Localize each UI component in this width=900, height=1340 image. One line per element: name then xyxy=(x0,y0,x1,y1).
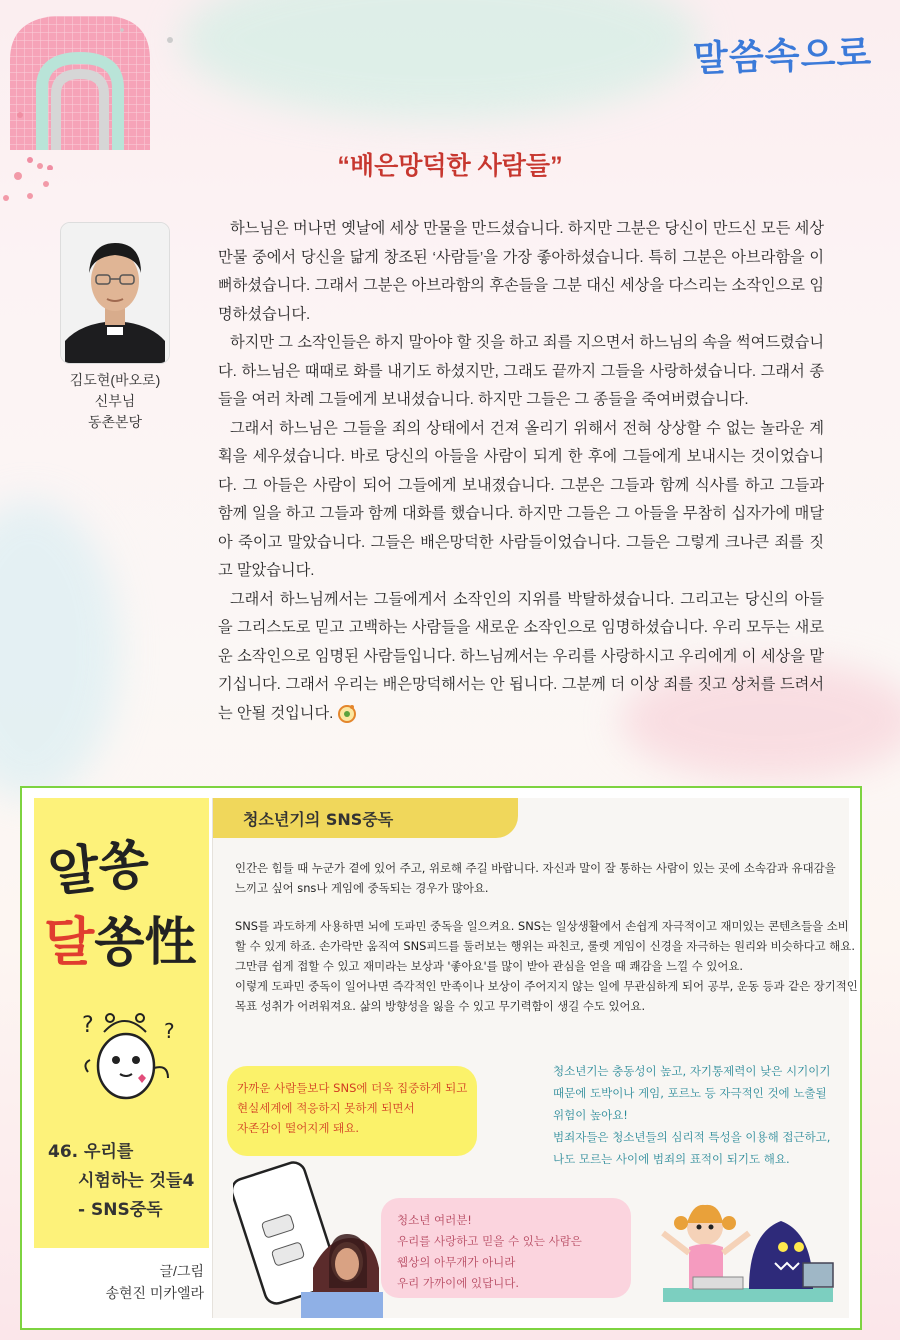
rainbow-arch-decoration xyxy=(0,0,190,170)
bubble-text-line: 우리 가까이에 있답니다. xyxy=(397,1276,520,1290)
comic-header-banner xyxy=(213,798,518,838)
comic-credit xyxy=(34,1260,204,1304)
speech-bubble-pink xyxy=(381,1198,631,1298)
series-title xyxy=(48,1138,208,1225)
comic-main-area xyxy=(212,798,858,1318)
article-paragraph: 그래서 하느님은 그들을 죄의 상태에서 건져 올리기 위해서 전혀 상상할 수 없는 놀라운 계획을 세우셨습니다. 바로 당신의 아들을 사람이 되게 한 후에 그들에게 보내시는 것이었습니다. 그 아들은 사람이 되어 그들에게 보내졌습니다. 그분은 그들과 함께 식사를 하고 그들과 함께 일을 하고 그들과 함께 대화를 했습니다. 하지만 그들은 그 아들을 무참히 십자가에 매달아 죽이고 말았습니다. 그들은 배은망덕한 사람들이었습니다. 그들은 그렇게 크나큰 죄를 짓고 말았습니다. xyxy=(218,419,824,579)
comic-logo-line1: 알쏭 xyxy=(45,833,152,905)
article-paragraph: 하지만 그 소작인들은 하지 말아야 할 짓을 하고 죄를 지으면서 하느님의 속을 썩여드렸습니다. 하느님은 때때로 화를 내기도 하셨지만, 그래도 끝까지 그들을 사랑하셨습니다. 그래서 종들을 여러 차례 그들에게 보내셨습니다. 하지만 그들은 그 종들을 죽여버렸습니다. xyxy=(218,334,824,408)
bubble-text-line: 웹상의 아무개가 아니라 xyxy=(397,1255,516,1269)
comic-text-line: 할 수 있게 하죠. 손가락만 움직여 SNS피드를 둘러보는 행위는 파친코, 룰렛 게임이 신경을 자극하는 원리와 비슷하다고 해요. xyxy=(235,939,855,953)
series-title-line: - SNS중독 xyxy=(78,1200,163,1220)
article-paragraph xyxy=(218,586,824,729)
comic-panel xyxy=(20,786,862,1330)
series-title-line: 46. 우리를 xyxy=(48,1142,134,1162)
article-paragraph: 하느님은 머나먼 옛날에 세상 만물을 만드셨습니다. 하지만 그분은 당신이 만드신 모든 세상 만물 중에서 당신을 닮게 창조된 ‘사람들’을 가장 좋아하셨습니다. 특히 그분은 아브라함을 이뻐하셨습니다. 그래서 그분은 아브라함의 후손들을 그분 대신 세상을 다스리는 소작인으로 임명하셨습니다. xyxy=(218,220,824,323)
comic-text-line: 이렇게 도파민 중독이 일어나면 즉각적인 만족이나 보상이 주어지지 않는 일에 무관심하게 되어 공부, 운동 등과 같은 장기적인 xyxy=(235,979,858,993)
comic-logo-line2 xyxy=(44,900,196,975)
credit-author: 송현진 미카엘라 xyxy=(105,1285,204,1301)
author-name: 김도현(바오로) xyxy=(69,372,161,388)
speech-bubble-yellow xyxy=(227,1066,477,1156)
comic-logo-dark: 쏭性 xyxy=(94,913,197,973)
author-parish: 동촌본당 xyxy=(87,414,143,430)
comic-text-line: 느끼고 싶어 sns나 게임에 중독되는 경우가 많아요. xyxy=(235,881,489,895)
girl-monster-illustration xyxy=(653,1193,843,1313)
author-role: 신부님 xyxy=(94,393,136,409)
comic-text-line: 나도 모르는 사이에 범죄의 표적이 되기도 해요. xyxy=(553,1152,790,1166)
background-wash-left xyxy=(0,500,120,800)
comic-text-line: 위험이 높아요! xyxy=(553,1108,628,1122)
bubble-text-line: 현실세계에 적응하지 못하게 되면서 xyxy=(237,1101,415,1115)
comic-paragraph-dopamine xyxy=(235,916,858,1016)
comic-side-column xyxy=(34,798,209,1318)
article-paragraph-text: 그래서 하느님께서는 그들에게서 소작인의 지위를 박탈하셨습니다. 그리고는 당신의 아들을 그리스도로 믿고 고백하는 사람들을 새로운 소작인으로 임명하셨습니다. 우리 모두는 새로운 소작인으로 임명된 사람들입니다. 하느님께서는 우리를 사랑하시고 우리에게 이 세상을 맡기십니다. 그래서 우리는 배은망덕해서는 안 됩니다. 그분께 더 이상 죄를 짓고 상처를 드려서는 안될 것입니다. xyxy=(218,590,824,722)
comic-paragraph-intro xyxy=(235,858,835,898)
section-tag: 말씀속으로 xyxy=(692,32,873,81)
comic-text-line: SNS를 과도하게 사용하면 뇌에 도파민 중독을 일으켜요. SNS는 일상생활에서 손쉽게 자극적이고 재미있는 콘텐츠들을 소비 xyxy=(235,919,849,933)
mascot-illustration xyxy=(64,998,184,1108)
comic-text-line: 그만큼 쉽게 접할 수 있고 재미라는 보상과 '좋아요'를 많이 받아 관심을 얻을 때 쾌감을 느낄 수 있어요. xyxy=(235,959,743,973)
background-wash-top xyxy=(180,0,700,120)
svg-text:?: ? xyxy=(164,1019,175,1043)
comic-text-line: 목표 성취가 어려워져요. 삶의 방향성을 잃을 수 있고 무기력함이 생길 수도 있어요. xyxy=(235,999,646,1013)
svg-text:?: ? xyxy=(82,1013,94,1038)
bubble-text-line: 우리를 사랑하고 믿을 수 있는 사람은 xyxy=(397,1234,582,1248)
comic-warning-text xyxy=(553,1060,830,1170)
article-title: “배은망덕한 사람들” xyxy=(337,152,563,180)
author-photo xyxy=(60,222,170,364)
bubble-text-line: 자존감이 떨어지게 돼요. xyxy=(237,1121,360,1135)
article-body xyxy=(218,215,824,728)
series-title-line: 시험하는 것들4 xyxy=(78,1171,195,1191)
comic-text-line: 범죄자들은 청소년들의 심리적 특성을 이용해 접근하고, xyxy=(553,1130,831,1144)
comic-text-line: 때문에 도박이나 게임, 포르노 등 자극적인 것에 노출될 xyxy=(553,1086,827,1100)
credit-label: 글/그림 xyxy=(159,1263,204,1279)
phone-girl-illustration xyxy=(233,1158,383,1318)
author-info xyxy=(40,370,190,433)
bubble-text-line: 청소년 여러분! xyxy=(397,1213,472,1227)
comic-text-line: 청소년기는 충동성이 높고, 자기통제력이 낮은 시기이기 xyxy=(553,1064,831,1078)
comic-logo-red: 달 xyxy=(44,913,95,973)
bubble-text-line: 가까운 사람들보다 SNS에 더욱 집중하게 되고 xyxy=(237,1081,468,1095)
comic-header-title: 청소년기의 SNS중독 xyxy=(243,810,394,829)
end-mark-icon xyxy=(337,703,357,723)
comic-text-line: 인간은 힘들 때 누군가 곁에 있어 주고, 위로해 주길 바랍니다. 자신과 말이 잘 통하는 사람이 있는 곳에 소속감과 유대감을 xyxy=(235,861,836,875)
